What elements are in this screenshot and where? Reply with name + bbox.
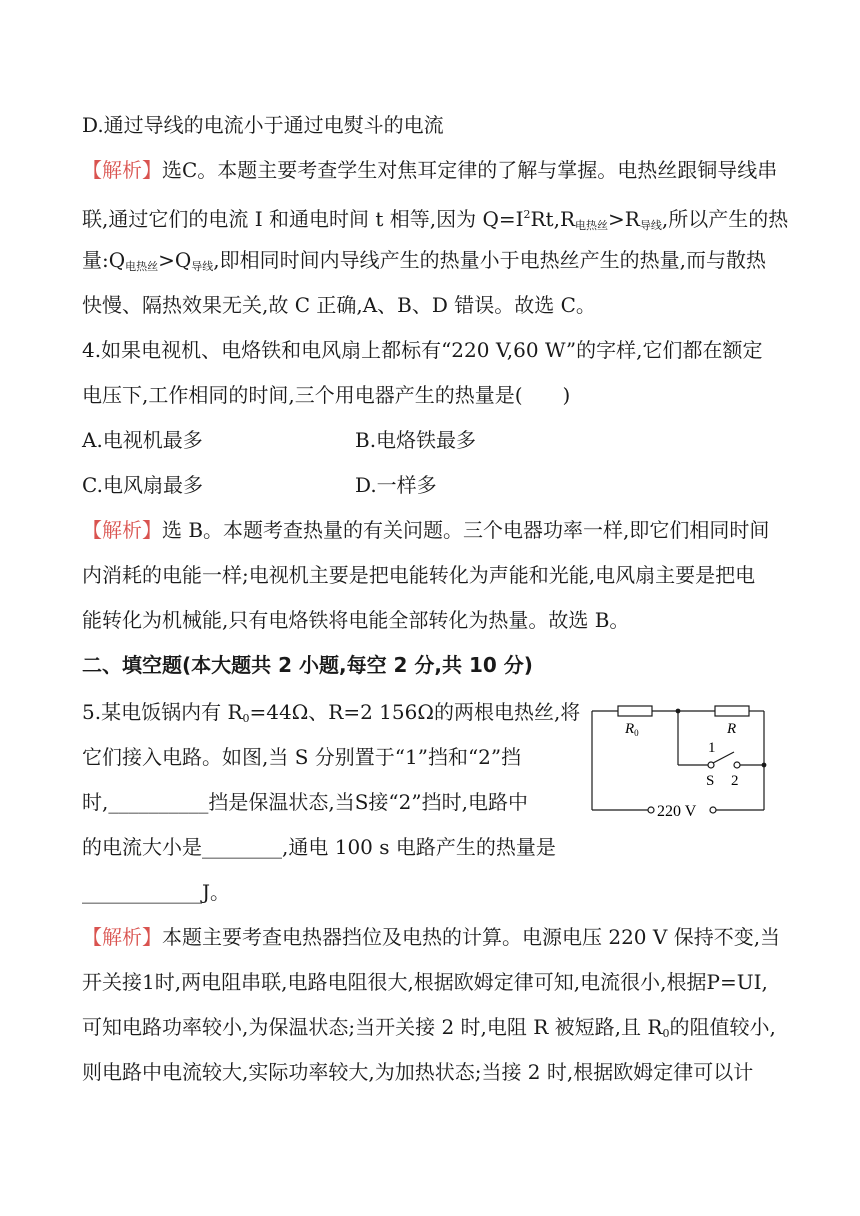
r0-label: $R_0$ [625, 721, 639, 738]
q3-analysis-line-4: 快慢、隔热效果无关,故 C 正确,A、B、D 错误。故选 C。 [82, 293, 596, 317]
section-heading: 二、填空题(本大题共 2 小题,每空 2 分,共 10 分) [82, 653, 533, 677]
terminal-right [710, 807, 716, 813]
q5-stem-line-3: 时,__________挡是保温状态,当S接“2”挡时,电路中 [82, 790, 528, 814]
q4-analysis-line-2: 内消耗的电能一样;电视机主要是把电能转化为声能和光能,电风扇主要是把电 [82, 563, 756, 587]
q4-option-b: B.电烙铁最多 [355, 428, 477, 452]
q5-stem-line-2: 它们接入电路。如图,当 S 分别置于“1”挡和“2”挡 [82, 745, 522, 769]
q4-analysis-line-3: 能转化为机械能,只有电烙铁将电能全部转化为热量。故选 B。 [82, 608, 630, 632]
q4-stem-line-1: 4.如果电视机、电烙铁和电风扇上都标有“220 V,60 W”的字样,它们都在额定 [82, 338, 763, 362]
q4-options-row-1 [82, 425, 782, 455]
contact-2 [734, 762, 740, 768]
circuit-diagram [588, 697, 778, 822]
switch-label: S [706, 773, 715, 789]
r-label: R [727, 721, 737, 737]
position-2-label: 2 [731, 773, 739, 789]
analysis-tag: 【解析】 [82, 158, 162, 182]
resistor-r [715, 706, 749, 716]
q3-analysis-line-3: 量$:Q_{电热丝}>Q_{导线}$,即相同时间内导线产生的热量小于电热丝产生的热量,而与散热 [82, 248, 767, 273]
position-1-label: 1 [708, 740, 716, 756]
resistor-r0 [618, 706, 652, 716]
q4-options-row-2 [82, 470, 782, 500]
q3-option-d: D.通过导线的电流小于通过电熨斗的电流 [82, 113, 444, 137]
q5-analysis-line-3: 可知电路功率较小,为保温状态;当开关接 2 时,电阻 R 被短路,且 $R_0$的阻值较小, [82, 1015, 776, 1040]
q4-analysis-line-1: 【解析】选 B。本题考查热量的有关问题。三个电器功率一样,即它们相同时间 [82, 518, 770, 542]
voltage-label: 220 V [657, 803, 697, 820]
junction-dot-top [676, 709, 681, 714]
analysis-tag: 【解析】 [82, 925, 162, 949]
q5-analysis-line-4: 则电路中电流较大,实际功率较大,为加热状态;当接 2 时,根据欧姆定律可以计 [82, 1060, 754, 1084]
q5-analysis-line-2: 开关接1时,两电阻串联,电路电阻很大,根据欧姆定律可知,电流很小,根据P=UI, [82, 970, 768, 994]
analysis-tag: 【解析】 [82, 518, 162, 542]
q5-analysis-line-1: 【解析】本题主要考查电热器挡位及电热的计算。电源电压 220 V 保持不变,当 [82, 925, 781, 949]
q5-stem-line-4: 的电流大小是________,通电 100 s 电路产生的热量是 [82, 835, 556, 859]
q4-option-d: D.一样多 [355, 473, 437, 497]
q5-stem-line-1: 5.某电饭锅内有 $R_0=44\Omega$、R=2 156Ω的两根电热丝,将 [82, 700, 581, 725]
q4-stem-line-2: 电压下,工作相同的时间,三个用电器产生的热量是( ) [82, 383, 571, 407]
terminal-left [648, 807, 654, 813]
q4-option-c: C.电风扇最多 [82, 473, 203, 497]
q3-analysis-line-2: 联,通过它们的电流 I 和通电时间 t 相等,因为 $Q=I^2Rt,R_{电热丝}>R_{导线}$,所以产生的热 [82, 207, 789, 232]
q5-stem-line-5: ____________J。 [82, 880, 231, 904]
q3-analysis-line-1: 【解析】选C。本题主要考查学生对焦耳定律的了解与掌握。电热丝跟铜导线串 [82, 158, 778, 182]
q4-option-a: A.电视机最多 [82, 428, 203, 452]
junction-dot-right [762, 763, 767, 768]
